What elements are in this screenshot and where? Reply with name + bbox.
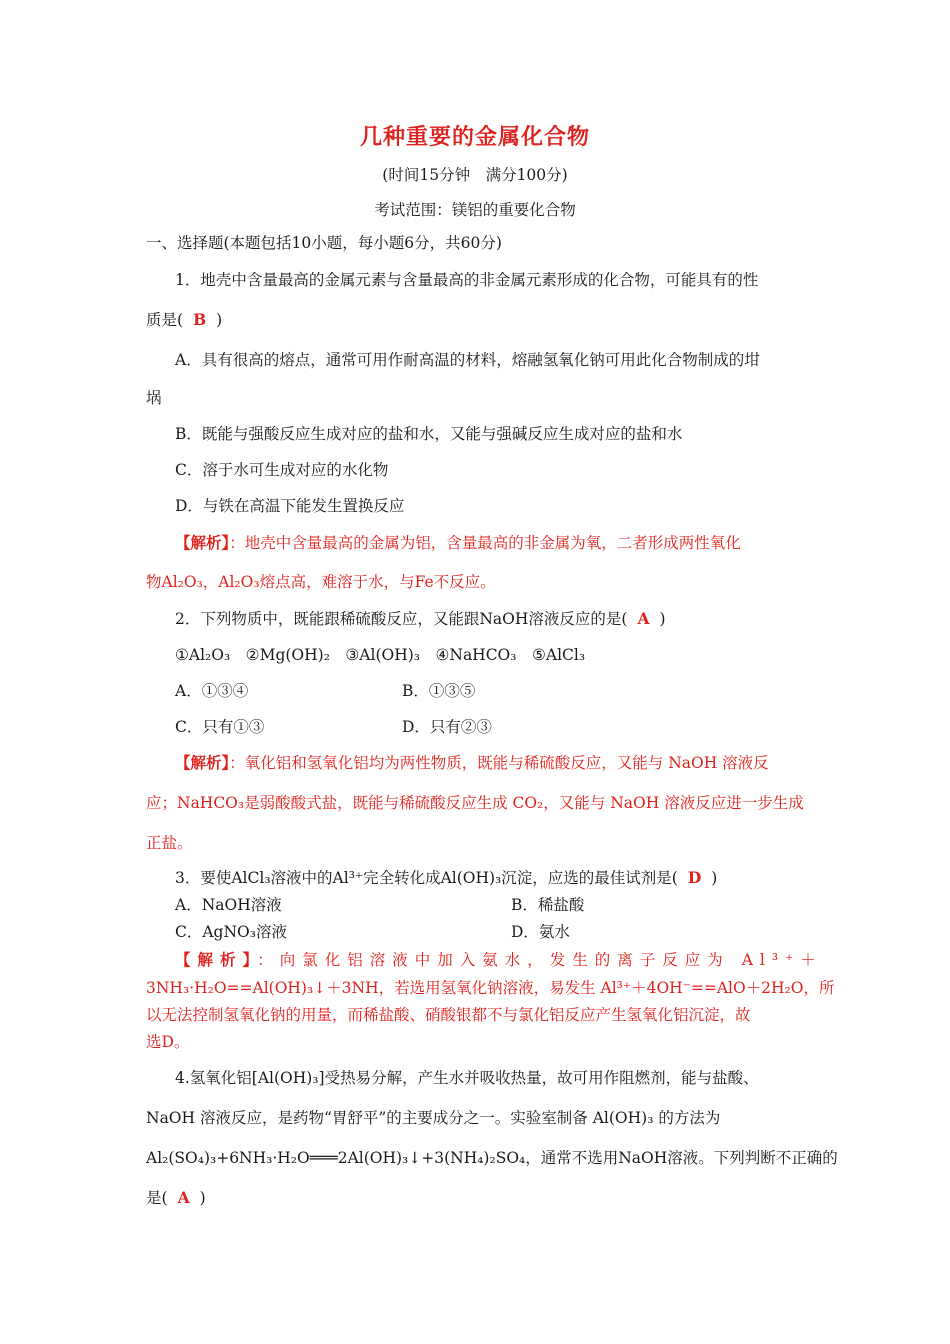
q2-explanation-line2: 应；NaHCO₃是弱酸酸式盐，既能与稀硫酸反应生成 CO₂，又能与 NaOH 溶液反应进一步生成: [146, 794, 804, 812]
q1-option-b: B．既能与强酸反应生成对应的盐和水，又能与强碱反应生成对应的盐和水: [175, 425, 683, 443]
q2-stem-suffix: ): [659, 610, 666, 628]
q3-explanation-tag: 【解析】: [175, 950, 258, 969]
q1-stem-suffix: ): [216, 311, 223, 329]
q1-explanation-line1: [175, 533, 741, 553]
q1-option-d: D．与铁在高温下能发生置换反应: [175, 497, 405, 515]
q3-explanation-line3: 以无法控制氢氧化钠的用量，而稀盐酸、硝酸银都不与氯化铝反应产生氢氧化铝沉淀，故: [146, 1006, 751, 1024]
q3-option-a: A．NaOH溶液: [175, 896, 282, 914]
q3-stem: [175, 868, 717, 888]
q3-answer: D: [687, 868, 702, 887]
q3-option-d: D．氨水: [511, 923, 570, 941]
q4-stem-line4: [146, 1188, 206, 1208]
q3-stem-prefix: 3．要使AlCl₃溶液中的Al³⁺完全转化成Al(OH)₃沉淀，应选的最佳试剂是(: [175, 869, 678, 887]
q2-option-c: C．只有①③: [175, 718, 265, 736]
q3-stem-suffix: ): [711, 869, 718, 887]
q3-explanation-line1: [175, 950, 823, 970]
q4-stem-line2: NaOH 溶液反应，是药物“胃舒平”的主要成分之一。实验室制备 Al(OH)₃ 的方法为: [146, 1109, 721, 1127]
q4-answer: A: [177, 1188, 190, 1207]
q3-explanation-line2: 3NH₃·H₂O==Al(OH)₃↓＋3NH，若选用氢氧化钠溶液，易发生 Al³⁺＋4OH⁻==AlO＋2H₂O，所: [146, 979, 835, 997]
q1-explanation-line2: 物Al₂O₃，Al₂O₃熔点高，难溶于水，与Fe不反应。: [146, 573, 496, 591]
q1-stem-line1: 1．地壳中含量最高的金属元素与含量最高的非金属元素形成的化合物，可能具有的性: [175, 271, 759, 289]
q4-stem-line1: 4.氢氧化铝[Al(OH)₃]受热易分解，产生水并吸收热量，故可用作阻燃剂，能与盐酸、: [175, 1069, 759, 1087]
q2-option-d: D．只有②③: [402, 718, 492, 736]
exam-scope: 考试范围：镁铝的重要化合物: [374, 201, 576, 219]
q2-answer: A: [637, 609, 650, 628]
q2-option-b: B．①③⑤: [402, 682, 476, 700]
q3-explanation-text: ：向氯化铝溶液中加入氨水，发生的离子反应为 Al³⁺＋: [257, 951, 823, 969]
q4-stem-suffix: ): [199, 1189, 206, 1207]
q2-explanation-text: ：氧化铝和氢氧化铝均为两性物质，既能与稀硫酸反应，又能与 NaOH 溶液反: [229, 754, 769, 772]
q2-explanation-line3: 正盐。: [146, 834, 193, 852]
q1-answer: B: [193, 310, 207, 329]
q2-option-a: A．①③④: [175, 682, 249, 700]
q1-stem-line2: [146, 310, 222, 330]
q1-option-c: C．溶于水可生成对应的水化物: [175, 461, 389, 479]
q4-stem-line3: Al₂(SO₄)₃+6NH₃·H₂O═══2Al(OH)₃↓+3(NH₄)₂SO₄，通常不选用NaOH溶液。下列判断不正确的: [146, 1149, 838, 1167]
q2-explanation-line1: [175, 753, 769, 773]
q3-explanation-line4: 选D。: [146, 1033, 190, 1051]
section-heading: 一、选择题(本题包括10小题，每小题6分，共60分): [146, 234, 502, 252]
q1-explanation-text: ：地壳中含量最高的金属为铝，含量最高的非金属为氧，二者形成两性氧化: [229, 534, 741, 552]
q1-option-a-line2: 埚: [146, 389, 162, 407]
page-subtitle: (时间15分钟 满分100分): [382, 166, 568, 184]
q3-option-c: C．AgNO₃溶液: [175, 923, 287, 941]
q2-explanation-tag: 【解析】: [175, 753, 230, 772]
q2-stem: [175, 609, 666, 629]
q3-option-b: B．稀盐酸: [511, 896, 585, 914]
q2-stem-prefix: 2．下列物质中，既能跟稀硫酸反应，又能跟NaOH溶液反应的是(: [175, 610, 628, 628]
q4-stem-prefix: 是(: [146, 1189, 168, 1207]
q1-option-a-line1: A．具有很高的熔点，通常可用作耐高温的材料，熔融氢氧化钠可用此化合物制成的坩: [175, 351, 760, 369]
q1-explanation-tag: 【解析】: [175, 533, 230, 552]
page-title: 几种重要的金属化合物: [359, 124, 590, 150]
q1-stem-prefix: 质是(: [146, 311, 184, 329]
q2-items: ①Al₂O₃ ②Mg(OH)₂ ③Al(OH)₃ ④NaHCO₃ ⑤AlCl₃: [175, 646, 586, 664]
